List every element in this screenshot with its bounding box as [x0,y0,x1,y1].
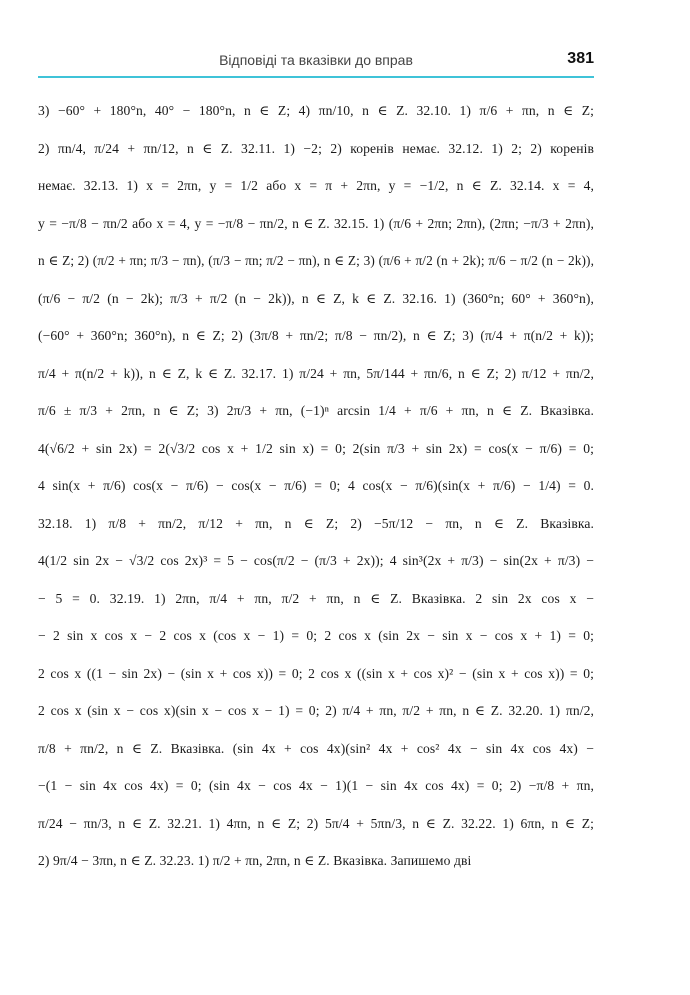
text-line: π/8 + πn/2, n ∈ Z. Вказівка. (sin 4x + cos 4x)(sin² 4x + cos² 4x − sin 4x cos 4x) − [38,740,594,756]
text-line: π/4 + π(n/2 + k)), n ∈ Z, k ∈ Z. 32.17. 1) π/24 + πn, 5π/144 + πn/6, n ∈ Z; 2) π/12 + πn/2, [38,365,594,381]
text-line: π/6 ± π/3 + 2πn, n ∈ Z; 3) 2π/3 + πn, (−1)ⁿ arcsin 1/4 + π/6 + πn, n ∈ Z. Вказівка. [38,403,594,418]
page-number: 381 [567,50,594,67]
text-line: 2) 9π/4 − 3πn, n ∈ Z. 32.23. 1) π/2 + πn, 2πn, n ∈ Z. Вказівка. Запишемо дві [38,853,472,868]
text-line: 4 sin(x + π/6) cos(x − π/6) − cos(x − π/6) = 0; 4 cos(x − π/6)(sin(x + π/6) − 1/4) = 0. [38,478,594,493]
text-line: 4(√6/2 + sin 2x) = 2(√3/2 cos x + 1/2 sin x) = 0; 2(sin π/3 + sin 2x) = cos(x − π/6) = 0; [38,440,594,456]
text-line: y = −π/8 − πn/2 або x = 4, y = −π/8 − πn/2, n ∈ Z. 32.15. 1) (π/6 + 2πn; 2πn), (2πn; −π/3 + 2πn), [38,215,594,231]
text-line: π/24 − πn/3, n ∈ Z. 32.21. 1) 4πn, n ∈ Z; 2) 5π/4 + 5πn/3, n ∈ Z. 32.22. 1) 6πn, n ∈ Z; [38,815,594,831]
running-title: Відповіді та вказівки до вправ [219,52,413,68]
page-header [38,50,594,76]
text-line: 2 cos x ((1 − sin 2x) − (sin x + cos x)) = 0; 2 cos x ((sin x + cos x)² − (sin x + cos x)) = 0; [38,665,594,681]
text-line: −(1 − sin 4x cos 4x) = 0; (sin 4x − cos 4x − 1)(1 − sin 4x cos 4x) = 0; 2) −π/8 + πn, [38,778,594,793]
text-line: 32.18. 1) π/8 + πn/2, π/12 + πn, n ∈ Z; 2) −5π/12 − πn, n ∈ Z. Вказівка. [38,515,594,531]
text-line: − 5 = 0. 32.19. 1) 2πn, π/4 + πn, π/2 + πn, n ∈ Z. Вказівка. 2 sin 2x cos x − [38,590,594,606]
text-line: немає. 32.13. 1) x = 2πn, y = 1/2 або x = π + 2πn, y = −1/2, n ∈ Z. 32.14. x = 4, [38,178,594,193]
text-line: 2 cos x (sin x − cos x)(sin x − cos x − 1) = 0; 2) π/4 + πn, π/2 + πn, n ∈ Z. 32.20. 1) πn/2, [38,703,594,718]
text-line: 2) πn/4, π/24 + πn/12, n ∈ Z. 32.11. 1) −2; 2) коренів немає. 32.12. 1) 2; 2) коренів [38,140,594,156]
answers-text [38,92,594,880]
text-line: − 2 sin x cos x − 2 cos x (cos x − 1) = 0; 2 cos x (sin 2x − sin x − cos x + 1) = 0; [38,628,594,643]
text-line: (π/6 − π/2 (n − 2k); π/3 + π/2 (n − 2k)), n ∈ Z, k ∈ Z. 32.16. 1) (360°n; 60° + 360°n), [38,290,594,306]
text-line: 4(1/2 sin 2x − √3/2 cos 2x)³ = 5 − cos(π/2 − (π/3 + 2x)); 4 sin³(2x + π/3) − sin(2x + π/3) − [38,553,594,568]
text-line: 3) −60° + 180°n, 40° − 180°n, n ∈ Z; 4) πn/10, n ∈ Z. 32.10. 1) π/6 + πn, n ∈ Z; [38,103,594,118]
header-rule [38,76,594,78]
text-line: n ∈ Z; 2) (π/2 + πn; π/3 − πn), (π/3 − πn; π/2 − πn), n ∈ Z; 3) (π/6 + π/2 (n + 2k); π/6 − π/2 (n − 2k)), [38,253,594,268]
text-line: (−60° + 360°n; 360°n), n ∈ Z; 2) (3π/8 + πn/2; π/8 − πn/2), n ∈ Z; 3) (π/4 + π(n/2 + k)); [38,328,594,343]
